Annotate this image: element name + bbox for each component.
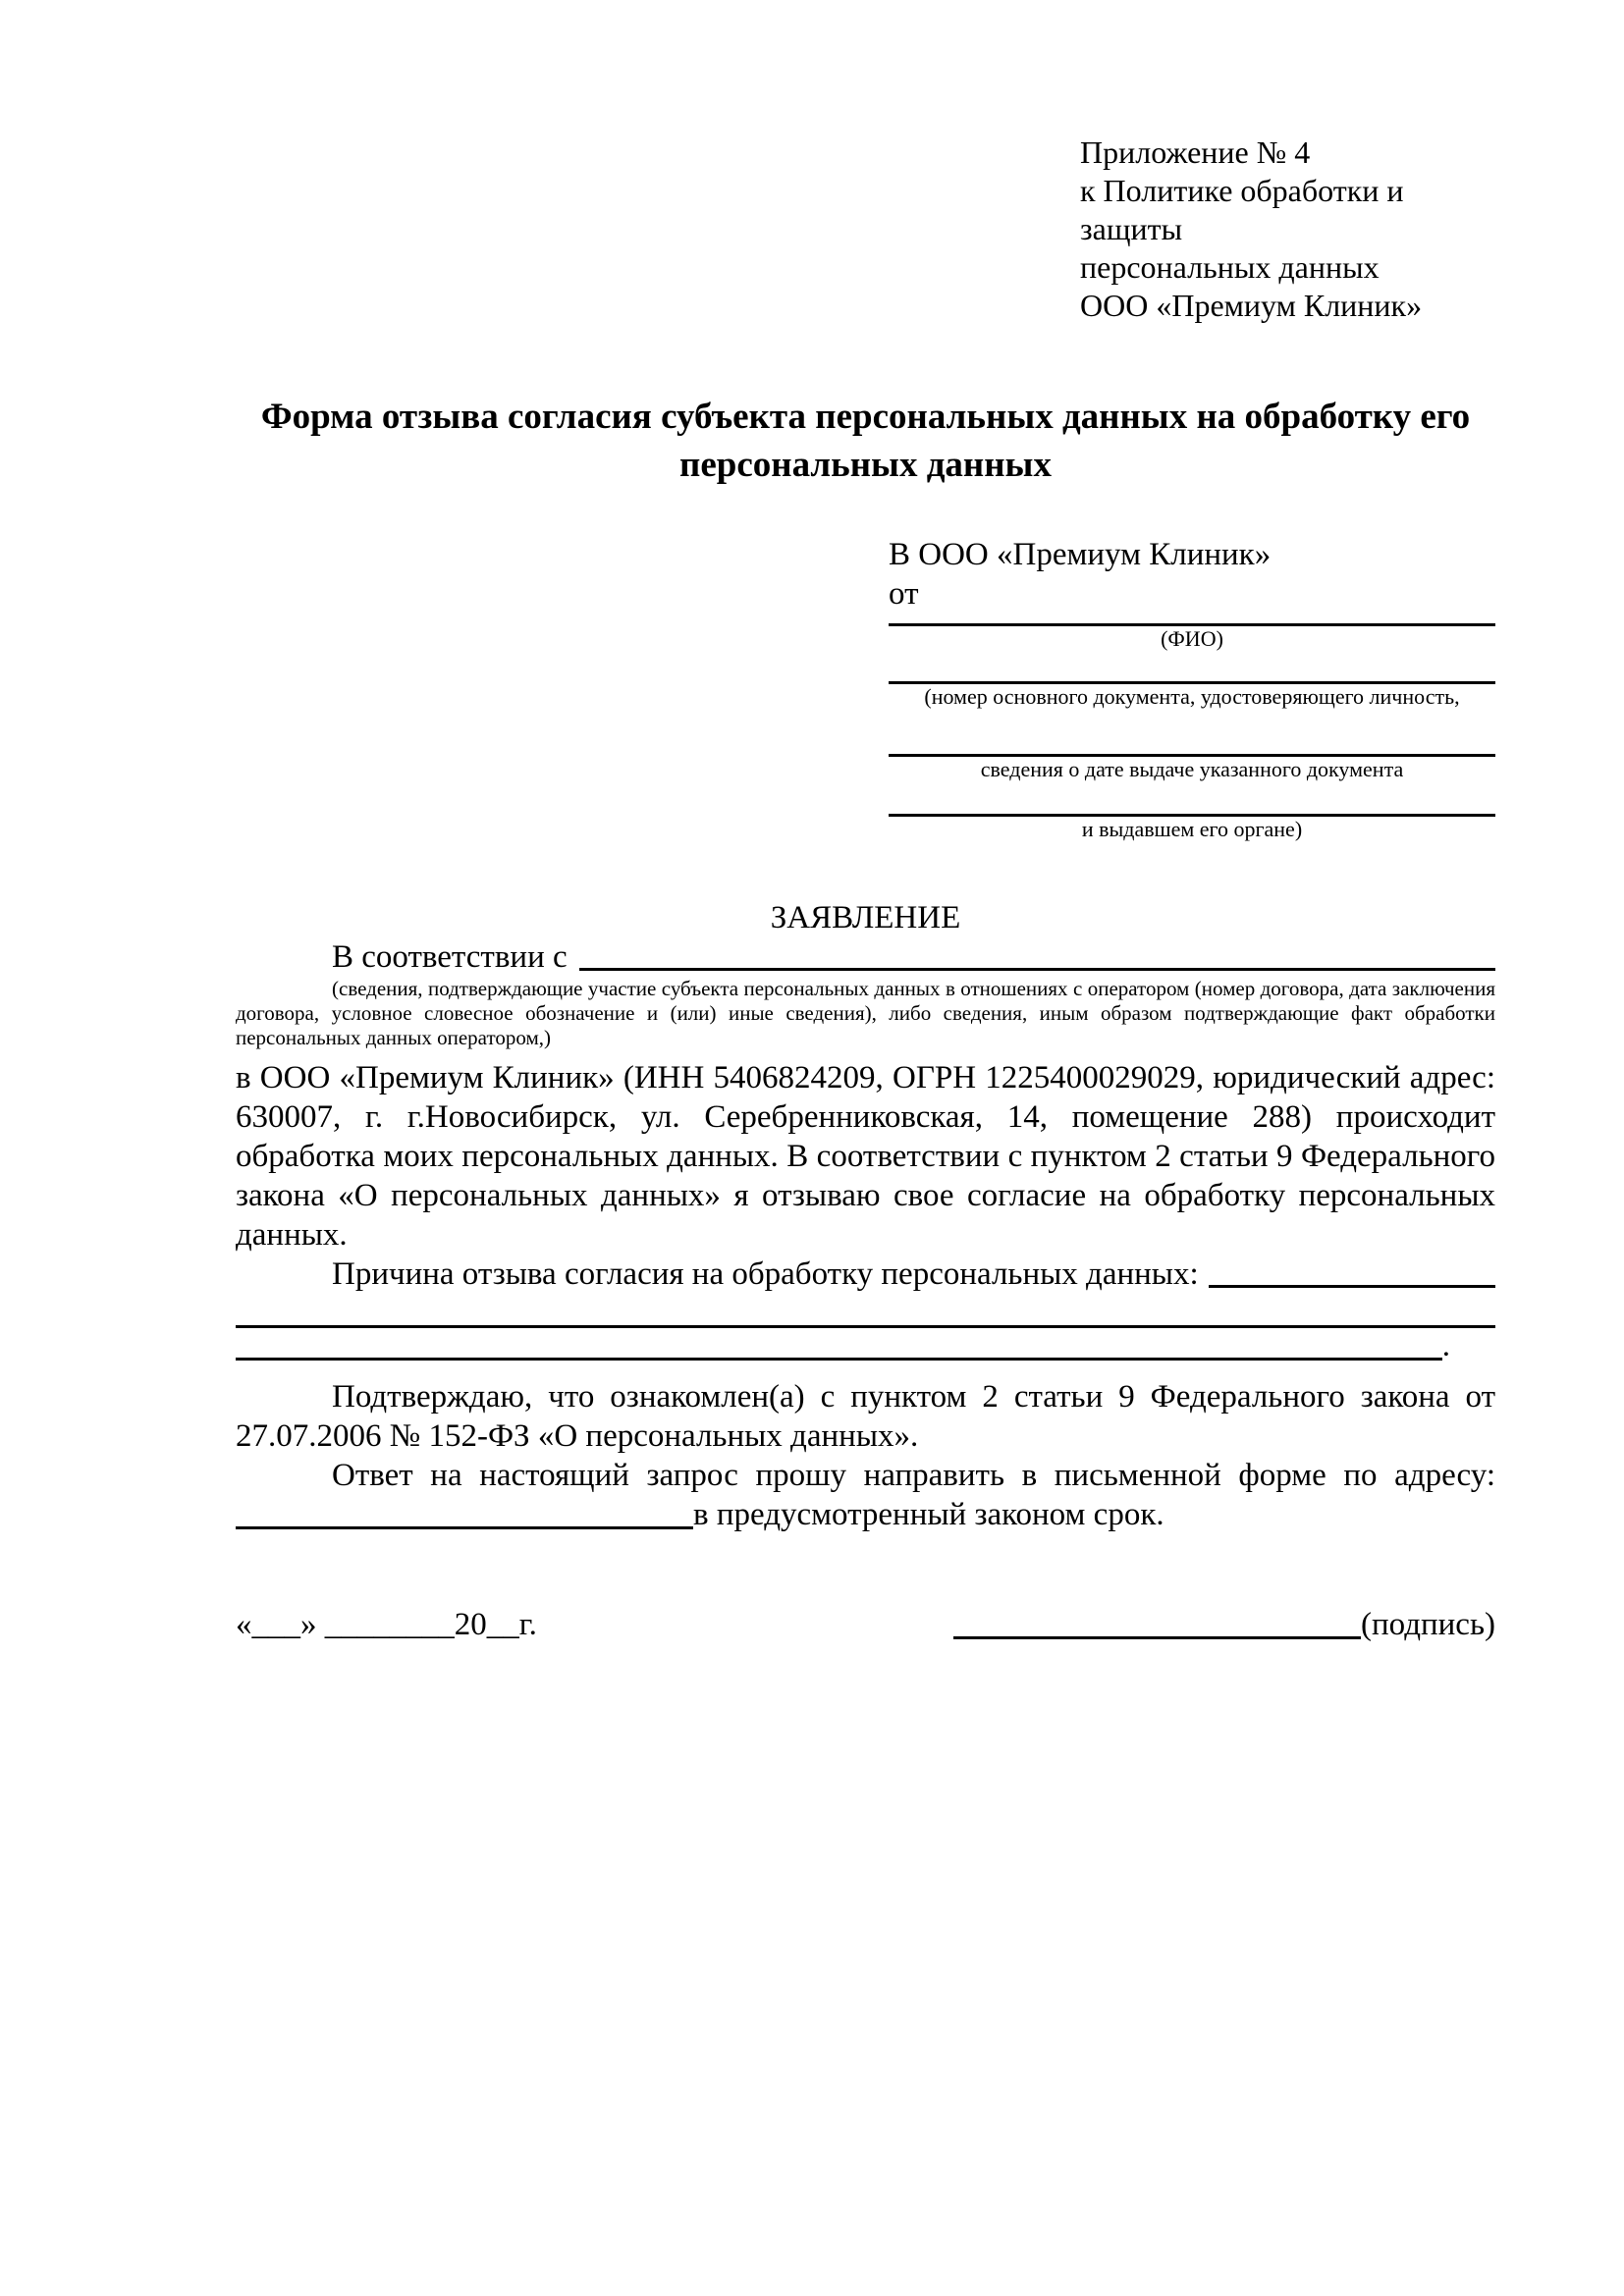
recipient-to: В ООО «Премиум Клиник»: [889, 537, 1272, 572]
date-blank-line: «___» ________20__г.: [236, 1607, 537, 1642]
fio-field-caption: (ФИО): [1161, 626, 1223, 651]
confirmation-paragraph: Подтверждаю, что ознакомлен(а) с пунктом 2 статьи 9 Федерального закона от 27.07.2006 № 152-ФЗ «О персональных данных».: [236, 1379, 1495, 1454]
reply-address-blank-line: [236, 1526, 693, 1529]
accordance-blank-line: [579, 968, 1495, 971]
accordance-footnote: (сведения, подтверждающие участие субъекта персональных данных в отношениях с оператором (номер договора, дата заключения договора, условное словесное обозначение и (или) иные сведения), либо сведения, иным образом подтверждающие факт обработки персональных данных оператором,): [236, 977, 1495, 1049]
signature-caption: (подпись): [1361, 1607, 1495, 1642]
appendix-line: персональных данных: [1080, 249, 1380, 285]
recipient-from-label: от: [889, 576, 919, 612]
reason-end-period: .: [1441, 1328, 1450, 1363]
appendix-line: ООО «Премиум Клиник»: [1080, 288, 1423, 323]
reply-suffix: в предусмотренный законом срок.: [693, 1497, 1164, 1532]
document-number-field-caption: (номер основного документа, удостоверяющего личность,: [924, 684, 1460, 709]
appendix-line: Приложение № 4: [1080, 134, 1311, 170]
reason-label: Причина отзыва согласия на обработку персональных данных:: [332, 1256, 1199, 1292]
reason-continuation-blank: [236, 1358, 1442, 1361]
appendix-line: к Политике обработки и защиты: [1080, 173, 1404, 246]
statement-section: [236, 898, 1495, 1644]
statement-body: в ООО «Премиум Клиник» (ИНН 5406824209, ОГРН 1225400029029, юридический адрес: 630007, г. г.Новосибирск, ул. Серебренниковская, 14, помещение 288) происходит обработка моих персональных данных. В соответствии с пунктом 2 статьи 9 Федерального закона «О персональных данных» я отзываю свое согласие на обработку персональных данных.: [236, 1060, 1495, 1253]
reason-continuation-line-2: [236, 1328, 1495, 1365]
issuing-authority-field-caption: и выдавшем его органе): [1081, 817, 1303, 841]
issue-date-field-caption: сведения о дате выдаче указанного документа: [980, 757, 1404, 781]
accordance-prefix: В соответствии с: [332, 939, 568, 975]
signature-blank-line: [953, 1636, 1361, 1639]
signature-row: [236, 1605, 1495, 1644]
issuing-authority-field: [889, 814, 1495, 842]
accordance-line: [236, 937, 1495, 977]
fio-field: [889, 623, 1495, 652]
form-title: Форма отзыва согласия субъекта персональных данных на обработку его персональных данных: [260, 397, 1471, 485]
document-number-field: [889, 681, 1495, 710]
recipient-block: [889, 535, 1495, 842]
statement-heading: ЗАЯВЛЕНИЕ: [770, 900, 961, 935]
reply-address-line: [236, 1495, 1495, 1534]
appendix-block: [1080, 133, 1502, 325]
reason-blank-line: [1209, 1285, 1495, 1288]
reason-line: [236, 1255, 1495, 1294]
issue-date-field: [889, 754, 1495, 782]
reply-request-line: Ответ на настоящий запрос прошу направить в письменной форме по адресу:: [332, 1458, 1495, 1493]
signature-field: [953, 1605, 1495, 1644]
